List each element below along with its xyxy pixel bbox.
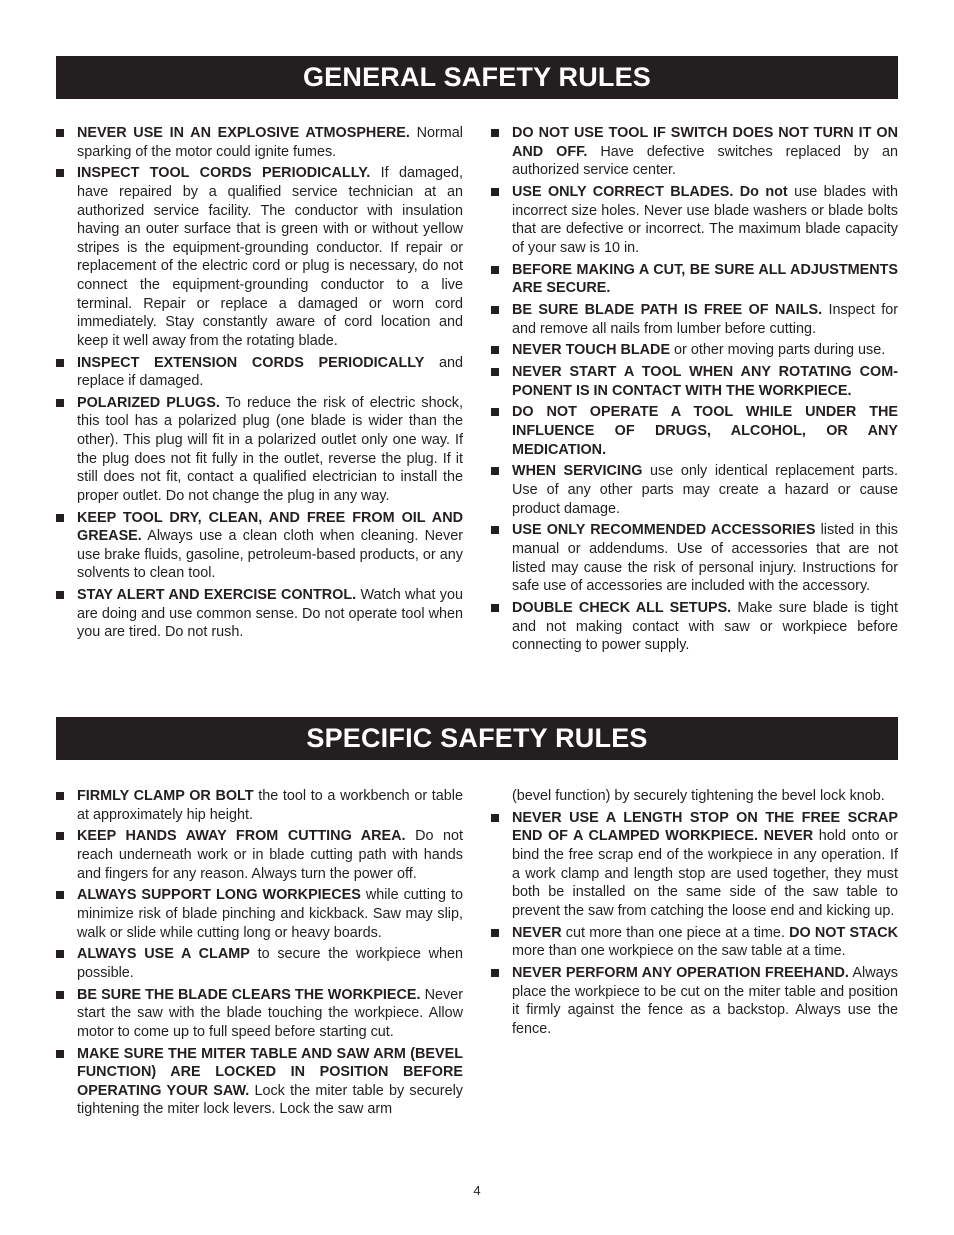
specific-safety-rules-banner: SPECIFIC SAFETY RULES — [56, 717, 898, 760]
rule-item — [491, 521, 898, 595]
square-bullet-icon — [491, 266, 499, 274]
rule-heading: DO NOT OPERATE A TOOL WHILE UNDER THE INFLUENCE OF DRUGS, ALCOHOL, OR ANY MEDICATION. — [512, 404, 898, 458]
square-bullet-icon — [491, 368, 499, 376]
rule-heading: NEVER USE A LENGTH STOP ON THE FREE SCRAP END OF A CLAMPED WORKPIECE. NEVER — [512, 809, 898, 845]
continued-rule-text: (bevel function) by securely tightening the bevel lock knob. — [512, 788, 885, 804]
rule-text: or other moving parts during use. — [670, 342, 886, 359]
rule-item — [491, 462, 898, 518]
rule-heading: USE ONLY RECOMMENDED ACCESSORIES — [512, 522, 816, 539]
rule-heading: ALWAYS SUPPORT LONG WORKPIECES — [77, 887, 361, 904]
general-rules-right-column — [491, 124, 898, 658]
rule-item — [491, 924, 898, 961]
square-bullet-icon — [56, 950, 64, 958]
rule-heading: FIRMLY CLAMP OR BOLT — [77, 788, 254, 804]
rule-item — [56, 827, 463, 883]
rule-item — [56, 986, 463, 1042]
rule-heading: DOUBLE CHECK ALL SETUPS. — [512, 599, 732, 616]
rule-text: Normal sparking of the motor could ignite fumes. — [77, 125, 463, 160]
specific-rules-right-column — [491, 787, 898, 1041]
square-bullet-icon — [56, 991, 64, 999]
rule-item — [56, 394, 463, 506]
rule-text: hold onto or bind the free scrap end of the workpiece in any operation. If a work clamp and length stop are used together, they must both be installed on the same side of the saw table to prevent the saw from catching the loose end and kicking up. — [512, 828, 898, 919]
rule-heading: BE SURE BLADE PATH IS FREE OF NAILS. — [512, 301, 823, 318]
square-bullet-icon — [491, 188, 499, 196]
rule-heading: STAY ALERT AND EXERCISE CONTROL. — [77, 587, 357, 604]
rule-item — [56, 124, 463, 161]
square-bullet-icon — [56, 399, 64, 407]
rule-text: Have defective switches replaced by an authorized service center. — [512, 143, 898, 179]
rule-heading: NEVER TOUCH BLADE — [512, 342, 671, 359]
rule-heading: USE ONLY CORRECT BLADES. Do not — [512, 183, 788, 200]
rule-item — [56, 945, 463, 982]
rule-item — [491, 403, 898, 459]
rule-text: to secure the workpiece when possible. — [77, 946, 464, 981]
rule-heading: NEVER USE IN AN EXPLOSIVE ATMOSPHERE. — [77, 125, 410, 141]
page-number: 4 — [473, 1183, 481, 1198]
rule-item — [56, 787, 463, 824]
rule-item — [491, 964, 898, 1038]
rule-item — [491, 599, 898, 655]
specific-rules-left-column — [56, 787, 463, 1122]
rule-heading: POLARIZED PLUGS. — [77, 394, 220, 411]
rule-item — [491, 301, 898, 338]
square-bullet-icon — [56, 891, 64, 899]
rule-item — [491, 261, 898, 298]
rule-text: Inspect for and remove all nails from lumber before cutting. — [512, 301, 899, 337]
rule-text: more than one workpiece on the saw table at a time. — [512, 943, 846, 960]
rule-text: cut more than one piece at a time. — [561, 924, 790, 941]
rule-heading: WHEN SERVICING — [512, 463, 643, 480]
square-bullet-icon — [491, 129, 499, 137]
square-bullet-icon — [491, 969, 499, 977]
general-safety-rules-banner: GENERAL SAFETY RULES — [56, 56, 898, 99]
square-bullet-icon — [491, 929, 499, 937]
rule-text: listed in this manual or addendums. Use of accessories that are not listed may cause the risk of personal injury. Instructions for safe use of accessories are included with the accessory. — [512, 522, 898, 595]
rule-heading: BE SURE THE BLADE CLEARS THE WORKPIECE. — [77, 986, 421, 1003]
square-bullet-icon — [56, 514, 64, 522]
rule-heading: INSPECT TOOL CORDS PERIODICALLY. — [77, 165, 371, 182]
rule-item — [56, 509, 463, 583]
rule-item — [491, 124, 898, 180]
rule-text: Make sure blade is tight and not making contact with saw or workpiece before connecting to power supply. — [512, 599, 898, 654]
rule-item — [491, 363, 898, 400]
rule-text: use blades with incorrect size holes. Never use blade washers or blade bolts that are defective or incorrect. The maximum blade capacity of your saw is 10 in. — [512, 183, 899, 256]
rule-heading: NEVER START A TOOL WHEN ANY ROTATING COMPONENT IS IN CONTACT WITH THE WORKPIECE. — [512, 364, 898, 399]
rule-text: use only identical replacement parts. Use of any other parts may create a hazard or cause product damage. — [512, 463, 898, 517]
rule-text: and replace if damaged. — [77, 354, 463, 390]
rule-text: Never start the saw with the blade touching the workpiece. Allow motor to come up to full speed before starting cut. — [77, 986, 463, 1040]
rule-item — [491, 183, 898, 257]
square-bullet-icon — [491, 346, 499, 354]
rule-text: Do not reach underneath work or in blade cutting path with hands and fingers for any reason. Always turn the power off. — [77, 828, 463, 882]
square-bullet-icon — [56, 591, 64, 599]
general-rules-left-column — [56, 124, 463, 645]
rule-text: Always place the workpiece to be cut on the miter table and position it firmly against the fence as a backstop. Always use the fence. — [512, 964, 898, 1037]
square-bullet-icon — [56, 169, 64, 177]
square-bullet-icon — [56, 792, 64, 800]
rule-heading: DO NOT STACK — [789, 924, 898, 941]
rule-heading: DO NOT USE TOOL IF SWITCH DOES NOT TURN IT ON AND OFF. — [512, 125, 898, 160]
square-bullet-icon — [491, 604, 499, 612]
rule-item — [56, 1045, 463, 1119]
rule-item — [56, 886, 463, 942]
square-bullet-icon — [56, 832, 64, 840]
rule-heading: NEVER — [512, 924, 562, 941]
rule-text: the tool to a workbench or table at approximately hip height. — [77, 788, 464, 823]
rule-heading: NEVER PERFORM ANY OPERATION FREEHAND. — [512, 964, 849, 981]
rule-item — [491, 341, 898, 360]
rule-heading: INSPECT EXTENSION CORDS PERIODICALLY — [77, 354, 425, 371]
rule-item — [56, 354, 463, 391]
rule-text: If damaged, have repaired by a qualified service technician at an authorized service facility. The conductor with insulation having an outer surface that is green with or without yellow stripes is the equipment-grounding conductor. If repair or replacement of the electric cord or plug is necessary, do not connect the equipment-grounding conductor to a live terminal. Repair or replace a damaged or worn cord immediately. Stay constantly aware of cord location and keep it well away from the rotating blade. — [77, 165, 464, 349]
rule-text: Lock the miter table by securely tightening the miter lock levers. Lock the saw arm — [77, 1082, 463, 1118]
rule-item — [56, 164, 463, 350]
rule-heading: BEFORE MAKING A CUT, BE SURE ALL ADJUSTMENTS ARE SECURE. — [512, 261, 898, 297]
square-bullet-icon — [491, 408, 499, 416]
rule-text: To reduce the risk of electric shock, this tool has a polarized plug (one blade is wider than the other). This plug will fit in a polarized outlet only one way. If the plug does not fit fully in the outlet, reverse the plug. If it still does not fit, contact a qualified electrician to install the proper outlet. Do not change the plug in any way. — [77, 394, 463, 504]
square-bullet-icon — [56, 129, 64, 137]
rule-item — [491, 809, 898, 921]
rule-heading: KEEP TOOL DRY, CLEAN, AND FREE FROM OIL AND GREASE. — [77, 509, 463, 545]
rule-heading: KEEP HANDS AWAY FROM CUTTING AREA. — [77, 828, 406, 845]
square-bullet-icon — [56, 359, 64, 367]
square-bullet-icon — [491, 306, 499, 314]
rule-text: Always use a clean cloth when cleaning. Never use brake fluids, gasoline, petroleum-based products, or any solvents to clean tool. — [77, 528, 463, 582]
square-bullet-icon — [491, 467, 499, 475]
square-bullet-icon — [491, 526, 499, 534]
rule-text: while cutting to minimize risk of blade pinching and kickback. Saw may slip, walk or slide while cutting long or heavy boards. — [77, 887, 463, 941]
rule-text: Watch what you are doing and use common sense. Do not operate tool when you are tired. Do not rush. — [77, 587, 463, 641]
rule-heading: MAKE SURE THE MITER TABLE AND SAW ARM (BEVEL FUNCTION) ARE LOCKED IN POSITION BEFORE OPERATING YOUR SAW. — [77, 1045, 463, 1099]
square-bullet-icon — [491, 814, 499, 822]
rule-item — [56, 586, 463, 642]
square-bullet-icon — [56, 1050, 64, 1058]
rule-heading: ALWAYS USE A CLAMP — [77, 946, 250, 963]
